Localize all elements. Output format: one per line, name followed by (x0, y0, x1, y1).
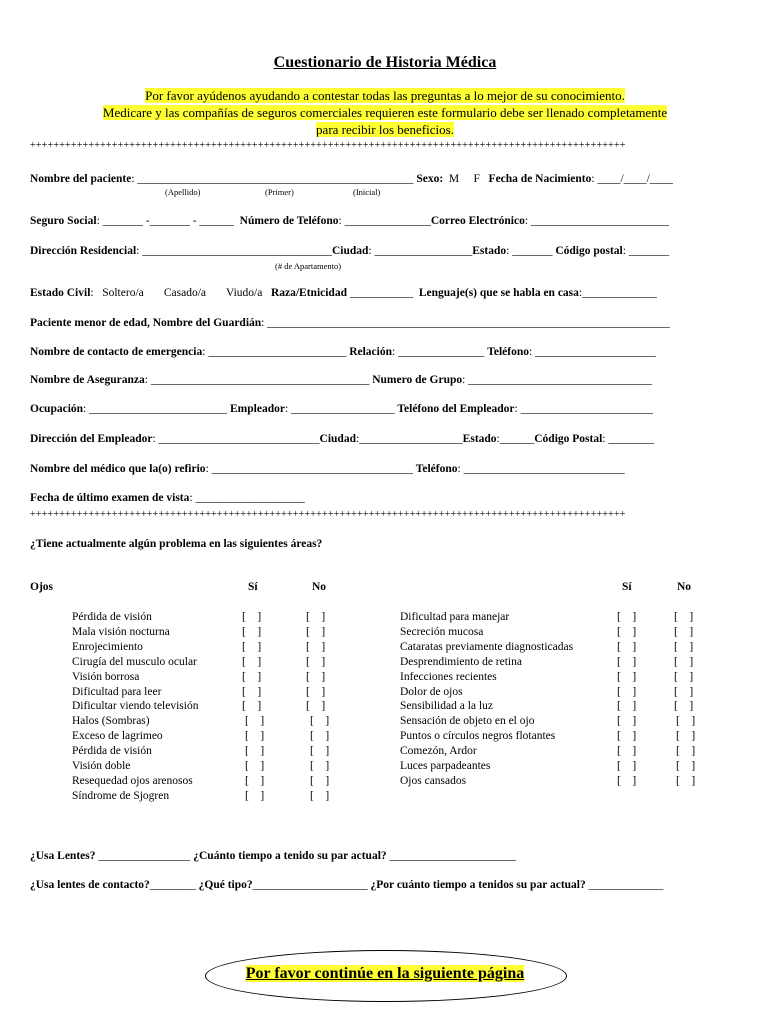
yes-checkbox-left[interactable]: [ ] (245, 760, 265, 772)
yes-checkbox-left[interactable]: [ ] (245, 789, 265, 802)
no-checkbox-left[interactable]: [ ] (306, 611, 326, 623)
yes-checkbox-left[interactable]: [ ] (245, 774, 265, 787)
sub-apellido: (Apellido) (165, 187, 201, 197)
yes-checkbox-right[interactable]: [ ] (617, 700, 637, 713)
no-checkbox-right[interactable]: [ ] (674, 685, 694, 698)
symptom-right-label: Secreción mucosa (400, 625, 484, 638)
yes-checkbox-left[interactable]: [ ] (242, 611, 262, 623)
no-checkbox-left[interactable]: [ ] (310, 760, 330, 772)
no-checkbox-left[interactable]: [ ] (310, 789, 330, 802)
yes-checkbox-left[interactable]: [ ] (242, 655, 262, 668)
intro-line-1: Por favor ayúdenos ayudando a contestar todas las preguntas a lo mejor de su conocimiento. (145, 88, 625, 103)
symptom-left-label: Dificultar viendo televisión (72, 700, 199, 713)
last-exam-row: Fecha de último examen de vista: ___________________ (30, 492, 305, 504)
separator-bottom: ++++++++++++++++++++++++++++++++++++++++++++++++++++++++++++++++++++++++++++++++++++++++++++++++++++++ (30, 510, 626, 520)
yes-checkbox-right[interactable]: [ ] (617, 760, 637, 772)
symptom-left-label: Halos (Sombras) (72, 715, 150, 728)
no-checkbox-right[interactable]: [ ] (676, 730, 696, 743)
no-checkbox-right[interactable]: [ ] (676, 715, 696, 728)
yes-checkbox-right[interactable]: [ ] (617, 774, 637, 787)
symptom-left-label: Dificultad para leer (72, 685, 162, 698)
intro-line-3: para recibir los beneficios. (316, 122, 454, 137)
no-header-right: No (677, 581, 692, 593)
yes-header-right: Sí (622, 581, 632, 593)
ssn-row: Seguro Social: _______ -_______ - ______ Número de Teléfono: _______________Correo Electrónico: ________________________ (30, 215, 669, 227)
symptom-right-label: Puntos o círculos negros flotantes (400, 730, 556, 743)
symptom-left-label: Mala visión nocturna (72, 625, 170, 638)
symptom-left-label: Pérdida de visión (72, 611, 152, 623)
emergency-row: Nombre de contacto de emergencia: ________________________ Relación: _______________ Teléfono: _____________________ (30, 346, 656, 358)
yes-checkbox-right[interactable]: [ ] (617, 640, 637, 653)
referring-row: Nombre del médico que la(o) refirio: ___________________________________ Teléfono: ____________________________ (30, 463, 625, 475)
yes-checkbox-left[interactable]: [ ] (245, 730, 265, 743)
symptom-left-label: Cirugía del musculo ocular (72, 655, 197, 668)
symptom-right-label: Dificultad para manejar (400, 611, 510, 623)
problems-question: ¿Tiene actualmente algún problema en las siguientes áreas? (30, 538, 323, 550)
occupation-row: Ocupación: ________________________ Empleador: __________________ Teléfono del Empleador: _______________________ (30, 403, 653, 415)
symptom-right-label: Dolor de ojos (400, 685, 463, 698)
no-checkbox-right[interactable]: [ ] (676, 760, 696, 772)
no-checkbox-left[interactable]: [ ] (310, 774, 330, 787)
no-checkbox-left[interactable]: [ ] (310, 715, 330, 728)
symptom-right-label: Infecciones recientes (400, 670, 497, 683)
symptom-right-label: Desprendimiento de retina (400, 655, 522, 668)
no-checkbox-left[interactable]: [ ] (306, 700, 326, 713)
separator-top: ++++++++++++++++++++++++++++++++++++++++++++++++++++++++++++++++++++++++++++++++++++++++++++++++++++++ (30, 141, 626, 151)
yes-checkbox-right[interactable]: [ ] (617, 670, 637, 683)
no-checkbox-right[interactable]: [ ] (674, 611, 694, 623)
no-checkbox-left[interactable]: [ ] (306, 640, 326, 653)
yes-checkbox-left[interactable]: [ ] (242, 625, 262, 638)
patient-name-row: Nombre del paciente: ________________________________________________ Sexo: M F Fecha de Nacimiento: ____/____/____ (30, 173, 673, 185)
symptom-left-label: Resequedad ojos arenosos (72, 774, 193, 787)
no-header-left: No (312, 581, 327, 593)
symptom-right-label: Ojos cansados (400, 774, 467, 787)
symptom-left-label: Visión doble (72, 760, 131, 772)
symptom-right-label: Sensibilidad a la luz (400, 700, 493, 713)
symptom-right-label: Cataratas previamente diagnosticadas (400, 640, 574, 653)
no-checkbox-left[interactable]: [ ] (306, 625, 326, 638)
no-checkbox-left[interactable]: [ ] (306, 670, 326, 683)
symptom-left-label: Enrojecimiento (72, 640, 143, 653)
yes-checkbox-left[interactable]: [ ] (242, 685, 262, 698)
no-checkbox-left[interactable]: [ ] (306, 685, 326, 698)
yes-checkbox-left[interactable]: [ ] (242, 640, 262, 653)
yes-checkbox-left[interactable]: [ ] (242, 670, 262, 683)
no-checkbox-left[interactable]: [ ] (306, 655, 326, 668)
yes-checkbox-right[interactable]: [ ] (617, 715, 637, 728)
symptom-left-label: Síndrome de Sjogren (72, 789, 170, 802)
yes-checkbox-left[interactable]: [ ] (245, 715, 265, 728)
yes-checkbox-left[interactable]: [ ] (242, 700, 262, 713)
no-checkbox-right[interactable]: [ ] (676, 774, 696, 787)
sub-primer: (Primer) (265, 187, 294, 197)
address-row: Dirección Residencial: _________________________________Ciudad: _________________Estado: _______ Código postal: _______ (30, 245, 670, 257)
yes-checkbox-right[interactable]: [ ] (617, 730, 637, 743)
yes-checkbox-right[interactable]: [ ] (617, 685, 637, 698)
symptom-left-label: Visión borrosa (72, 670, 140, 683)
yes-header-left: Sí (248, 581, 258, 593)
no-checkbox-right[interactable]: [ ] (676, 745, 696, 758)
glasses-row: ¿Usa Lentes? ________________ ¿Cuánto tiempo a tenido su par actual? ______________________ (30, 850, 517, 862)
marital-row: Estado Civil: Soltero/a Casado/a Viudo/a Raza/Etnicidad ___________ Lenguaje(s) que se habla en casa:_____________ (30, 287, 657, 299)
symptom-left-label: Pérdida de visión (72, 745, 152, 758)
continue-notice: Por favor continúe en la siguiente página (245, 965, 525, 982)
yes-checkbox-right[interactable]: [ ] (617, 655, 637, 668)
no-checkbox-right[interactable]: [ ] (674, 700, 694, 713)
yes-checkbox-left[interactable]: [ ] (245, 745, 265, 758)
no-checkbox-left[interactable]: [ ] (310, 745, 330, 758)
no-checkbox-right[interactable]: [ ] (674, 625, 694, 638)
contacts-row: ¿Usa lentes de contacto?________ ¿Qué tipo?____________________ ¿Por cuánto tiempo a tenidos su par actual? _____________ (30, 879, 664, 891)
yes-checkbox-right[interactable]: [ ] (617, 745, 637, 758)
yes-checkbox-right[interactable]: [ ] (617, 611, 637, 623)
no-checkbox-right[interactable]: [ ] (674, 670, 694, 683)
symptom-right-label: Luces parpadeantes (400, 760, 491, 772)
symptom-right-label: Sensación de objeto en el ojo (400, 715, 535, 728)
intro-line-2: Medicare y las compañías de seguros comerciales requieren este formulario debe ser llenado completamente (102, 105, 668, 120)
employer-address-row: Dirección del Empleador: ____________________________Ciudad:__________________Estado:______Código Postal: ________ (30, 433, 655, 445)
sub-apartamento: (# de Apartamento) (275, 261, 342, 271)
insurance-row: Nombre de Aseguranza: ______________________________________ Numero de Grupo: ________________________________ (30, 374, 653, 386)
eyes-heading: Ojos (30, 581, 53, 593)
yes-checkbox-right[interactable]: [ ] (617, 625, 637, 638)
sub-inicial: (Inicial) (353, 187, 381, 197)
guardian-row: Paciente menor de edad, Nombre del Guardián: ______________________________________________________________________ (30, 317, 670, 329)
no-checkbox-right[interactable]: [ ] (674, 655, 694, 668)
no-checkbox-right[interactable]: [ ] (674, 640, 694, 653)
no-checkbox-left[interactable]: [ ] (310, 730, 330, 743)
page-title: Cuestionario de Historia Médica (273, 54, 497, 71)
symptom-right-label: Comezón, Ardor (400, 745, 477, 758)
symptom-left-label: Exceso de lagrimeo (72, 730, 163, 743)
